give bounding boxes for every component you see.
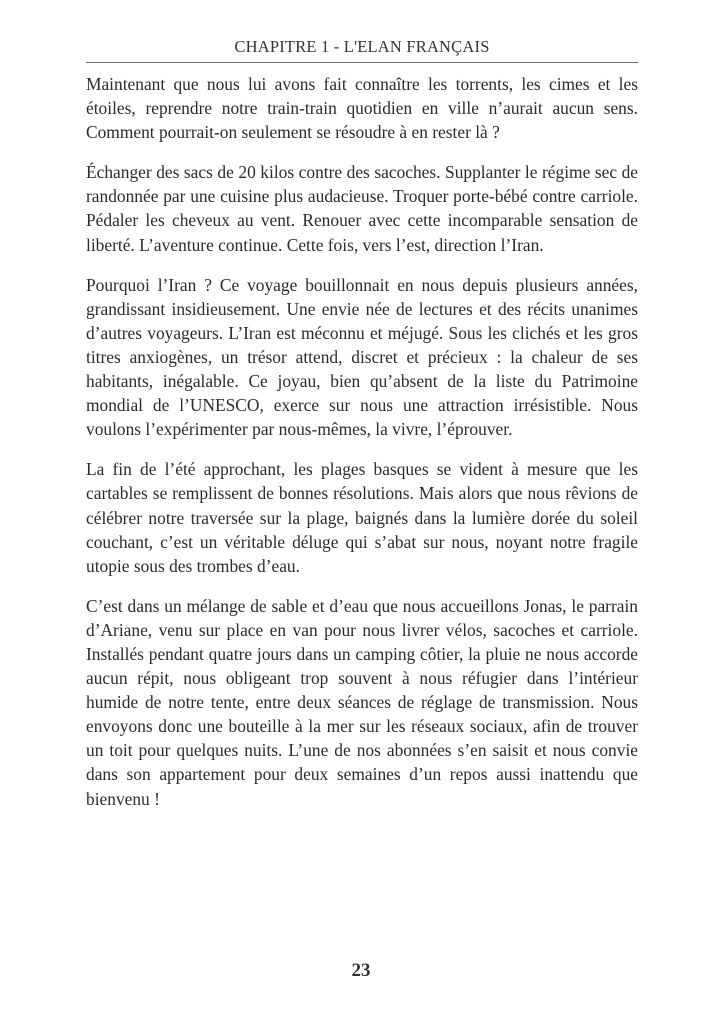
paragraph: Pourquoi l’Iran ? Ce voyage bouillonnait en nous depuis plusieurs années, grandissant insidieusement. Une envie née de lectures et des récits unanimes d’autres voyageurs. L’Iran est méconnu et méjugé. Sous les clichés et les gros titres anxiogènes, un trésor attend, discret et précieux : la chaleur de ses habitants, inégalable. Ce joyau, bien qu’absent de la liste du Patrimoine mondial de l’UNESCO, exerce sur nous une attraction irrésistible. Nous voulons l’expérimenter par nous-mêmes, la vivre, l’éprouver. <box>86 274 638 440</box>
paragraph: Échanger des sacs de 20 kilos contre des sacoches. Supplanter le régime sec de randonnée par une cuisine plus audacieuse. Troquer porte-bébé contre carriole. Pédaler les cheveux au vent. Renouer avec cette incomparable sensation de liberté. L’aventure continue. Cette fois, vers l’est, direction l’Iran. <box>86 162 638 255</box>
running-header: CHAPITRE 1 - L'ELAN FRANÇAIS <box>234 37 490 56</box>
header-divider <box>86 62 638 63</box>
body-text <box>86 72 638 827</box>
paragraph: Maintenant que nous lui avons fait connaître les torrents, les cimes et les étoiles, reprendre notre train-train quotidien en ville n’aurait aucun sens. Comment pourrait-on seulement se résoudre à en rester là ? <box>86 74 638 143</box>
paragraph: C’est dans un mélange de sable et d’eau que nous accueillons Jonas, le parrain d’Ariane, venu sur place en van pour nous livrer vélos, sacoches et carriole. Installés pendant quatre jours dans un camping côtier, la pluie ne nous accorde aucun répit, nous obligeant trop souvent à nous réfugier dans l’intérieur humide de notre tente, entre deux séances de réglage de transmission. Nous envoyons donc une bouteille à la mer sur les réseaux sociaux, afin de trouver un toit pour quelques nuits. L’une de nos abonnées s’en saisit et nous convie dans son appartement pour deux semaines d’un repos aussi inattendu que bienvenu ! <box>86 595 638 809</box>
page-number: 23 <box>351 960 371 981</box>
paragraph: La fin de l’été approchant, les plages basques se vident à mesure que les cartables se remplissent de bonnes résolutions. Mais alors que nous rêvions de célébrer notre traversée sur la plage, baignés dans la lumière dorée du soleil couchant, c’est un véritable déluge qui s’abat sur nous, noyant notre fragile utopie sous des trombes d’eau. <box>86 459 638 576</box>
